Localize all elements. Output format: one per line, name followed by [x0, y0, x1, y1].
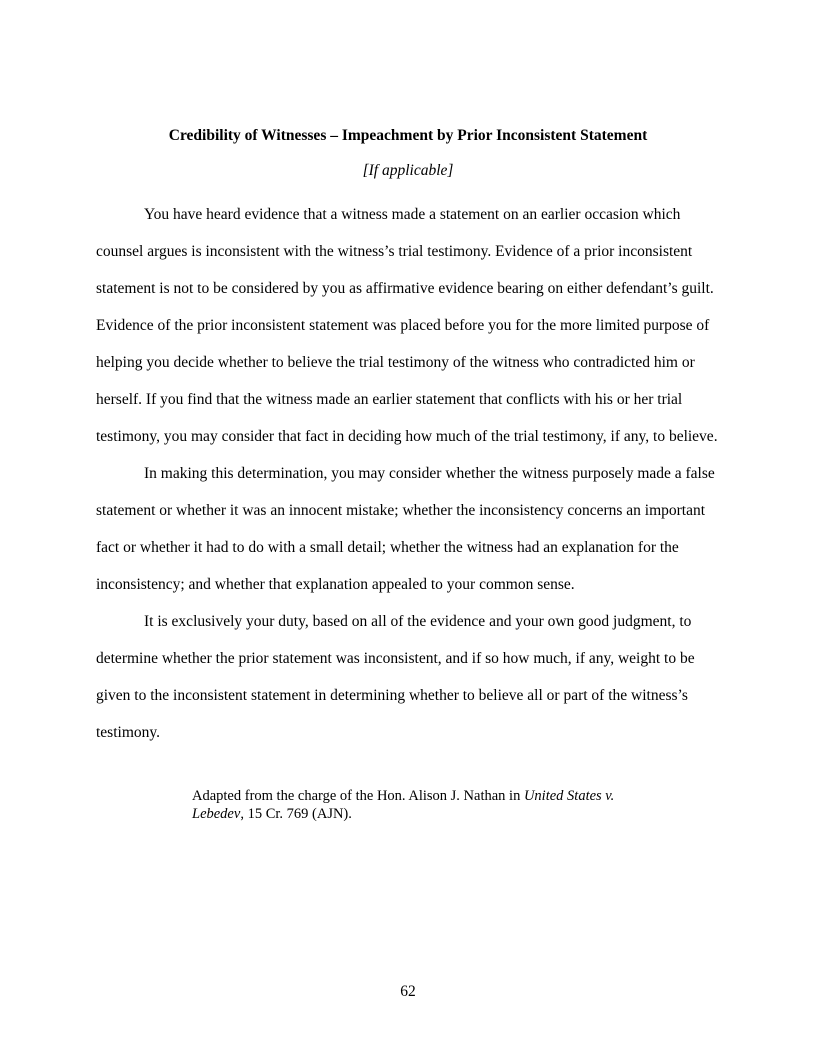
- page-number: 62: [400, 983, 416, 1000]
- source-note-prefix: Adapted from the charge of the Hon. Alison J. Nathan in: [192, 788, 524, 804]
- paragraph-3: It is exclusively your duty, based on all of the evidence and your own good judgment, to determine whether the prior statement was inconsistent, and if so how much, if any, weight to be given to the inconsistent statement in determining whether to believe all or part of the witness’s testimony.: [96, 613, 695, 741]
- page-subtitle: [If applicable]: [362, 162, 454, 179]
- paragraph-2: In making this determination, you may consider whether the witness purposely made a false statement or whether it was an innocent mistake; whether the inconsistency concerns an important fact or whether it had to do with a small detail; whether the witness had an explanation for the inconsistency; and whether that explanation appealed to your common sense.: [96, 465, 715, 593]
- body-text: [96, 196, 720, 751]
- source-note: [192, 787, 632, 823]
- paragraph-1: You have heard evidence that a witness made a statement on an earlier occasion which counsel argues is inconsistent with the witness’s trial testimony. Evidence of a prior inconsistent statement is not to be considered by you as affirmative evidence bearing on either defendant’s guilt. Evidence of the prior inconsistent statement was placed before you for the more limited purpose of helping you decide whether to believe the trial testimony of the witness who contradicted him or herself. If you find that the witness made an earlier statement that conflicts with his or her trial testimony, you may consider that fact in deciding how much of the trial testimony, if any, to believe.: [96, 206, 718, 445]
- page-title: Credibility of Witnesses – Impeachment by Prior Inconsistent Statement: [168, 127, 648, 144]
- source-note-case-name: United States v. Lebedev: [192, 788, 615, 822]
- source-note-suffix: , 15 Cr. 769 (AJN).: [240, 806, 352, 822]
